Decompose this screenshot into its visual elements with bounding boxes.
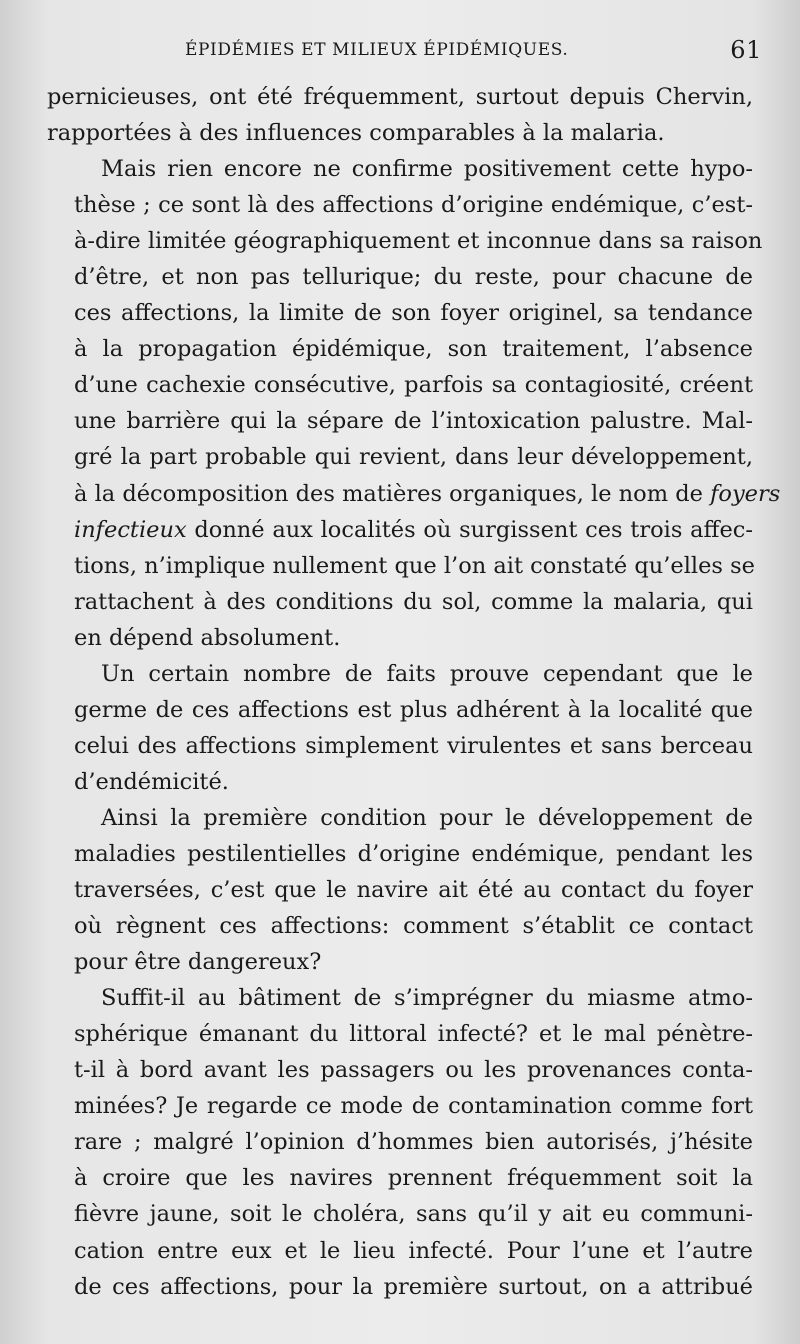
text-line xyxy=(47,476,781,512)
text-line: cation entre eux et le lieu infecté. Pour l’une et l’autre xyxy=(74,1237,753,1264)
page-number: 61 xyxy=(730,36,762,64)
text-line: d’endémicité. xyxy=(74,768,229,795)
running-title: ÉPIDÉMIES ET MILIEUX ÉPIDÉMIQUES. xyxy=(185,40,569,60)
text-fragment: donné aux localités où surgissent ces trois affec- xyxy=(186,516,753,543)
page-header xyxy=(185,36,770,68)
text-line: pernicieuses, ont été fréquemment, surtout depuis Chervin, xyxy=(47,84,753,110)
body-text xyxy=(47,79,781,1305)
paragraph xyxy=(47,656,753,800)
text-line: ces affections, la limite de son foyer originel, sa tendance xyxy=(74,300,753,327)
text-line: Ainsi la première condition pour le développement de xyxy=(101,804,753,831)
text-line: thèse ; ce sont là des affections d’origine endémique, c’est- xyxy=(74,192,753,219)
text-line: celui des affections simplement virulentes et sans berceau xyxy=(74,732,753,759)
text-fragment: à la décomposition des matières organiques, le nom de xyxy=(74,480,711,507)
text-line: maladies pestilentielles d’origine endémique, pendant les xyxy=(74,840,753,867)
text-line: à la propagation épidémique, son traitement, l’absence xyxy=(74,336,753,363)
text-line: Un certain nombre de faits prouve cependant que le xyxy=(101,660,753,687)
text-line: rattachent à des conditions du sol, comme la malaria, qui xyxy=(74,588,753,615)
text-line: Mais rien encore ne confirme positivement cette hypo- xyxy=(101,156,753,183)
paragraph xyxy=(47,79,753,151)
paragraph xyxy=(47,980,753,1304)
text-line: traversées, c’est que le navire ait été au contact du foyer xyxy=(74,877,753,904)
text-line: en dépend absolument. xyxy=(74,624,341,651)
text-line: pour être dangereux? xyxy=(74,949,322,976)
text-line: sphérique émanant du littoral infecté? et le mal pénètre- xyxy=(74,1021,753,1048)
text-line: t-il à bord avant les passagers ou les provenances conta- xyxy=(74,1057,753,1084)
text-line: à-dire limitée géographiquement et inconnue dans sa raison xyxy=(74,228,763,255)
text-line: fièvre jaune, soit le choléra, sans qu’il y ait eu communi- xyxy=(74,1201,753,1228)
text-line: rare ; malgré l’opinion d’hommes bien autorisés, j’hésite xyxy=(74,1129,753,1156)
text-line: d’être, et non pas tellurique; du reste, pour chacune de xyxy=(74,264,753,291)
italic-term: infectieux xyxy=(74,516,187,543)
text-line: minées? Je regarde ce mode de contamination comme fort xyxy=(74,1093,753,1120)
text-line: à croire que les navires prennent fréquemment soit la xyxy=(74,1165,753,1192)
text-line: une barrière qui la sépare de l’intoxication palustre. Mal- xyxy=(74,408,753,435)
text-line: de ces affections, pour la première surtout, on a attribué xyxy=(74,1273,753,1300)
text-line: Suffit-il au bâtiment de s’imprégner du miasme atmo- xyxy=(101,985,753,1012)
paragraph xyxy=(47,800,753,980)
paragraph xyxy=(47,151,781,656)
text-line: rapportées à des influences comparables à la malaria. xyxy=(47,120,665,147)
text-line xyxy=(47,512,753,548)
italic-term: foyers xyxy=(710,480,781,507)
text-line: où règnent ces affections: comment s’établit ce contact xyxy=(74,913,753,940)
text-line: germe de ces affections est plus adhérent à la localité que xyxy=(74,696,753,723)
text-line: d’une cachexie consécutive, parfois sa contagiosité, créent xyxy=(74,372,753,399)
text-line: tions, n’implique nullement que l’on ait constaté qu’elles se xyxy=(74,552,755,579)
text-line: gré la part probable qui revient, dans leur développement, xyxy=(74,444,753,471)
